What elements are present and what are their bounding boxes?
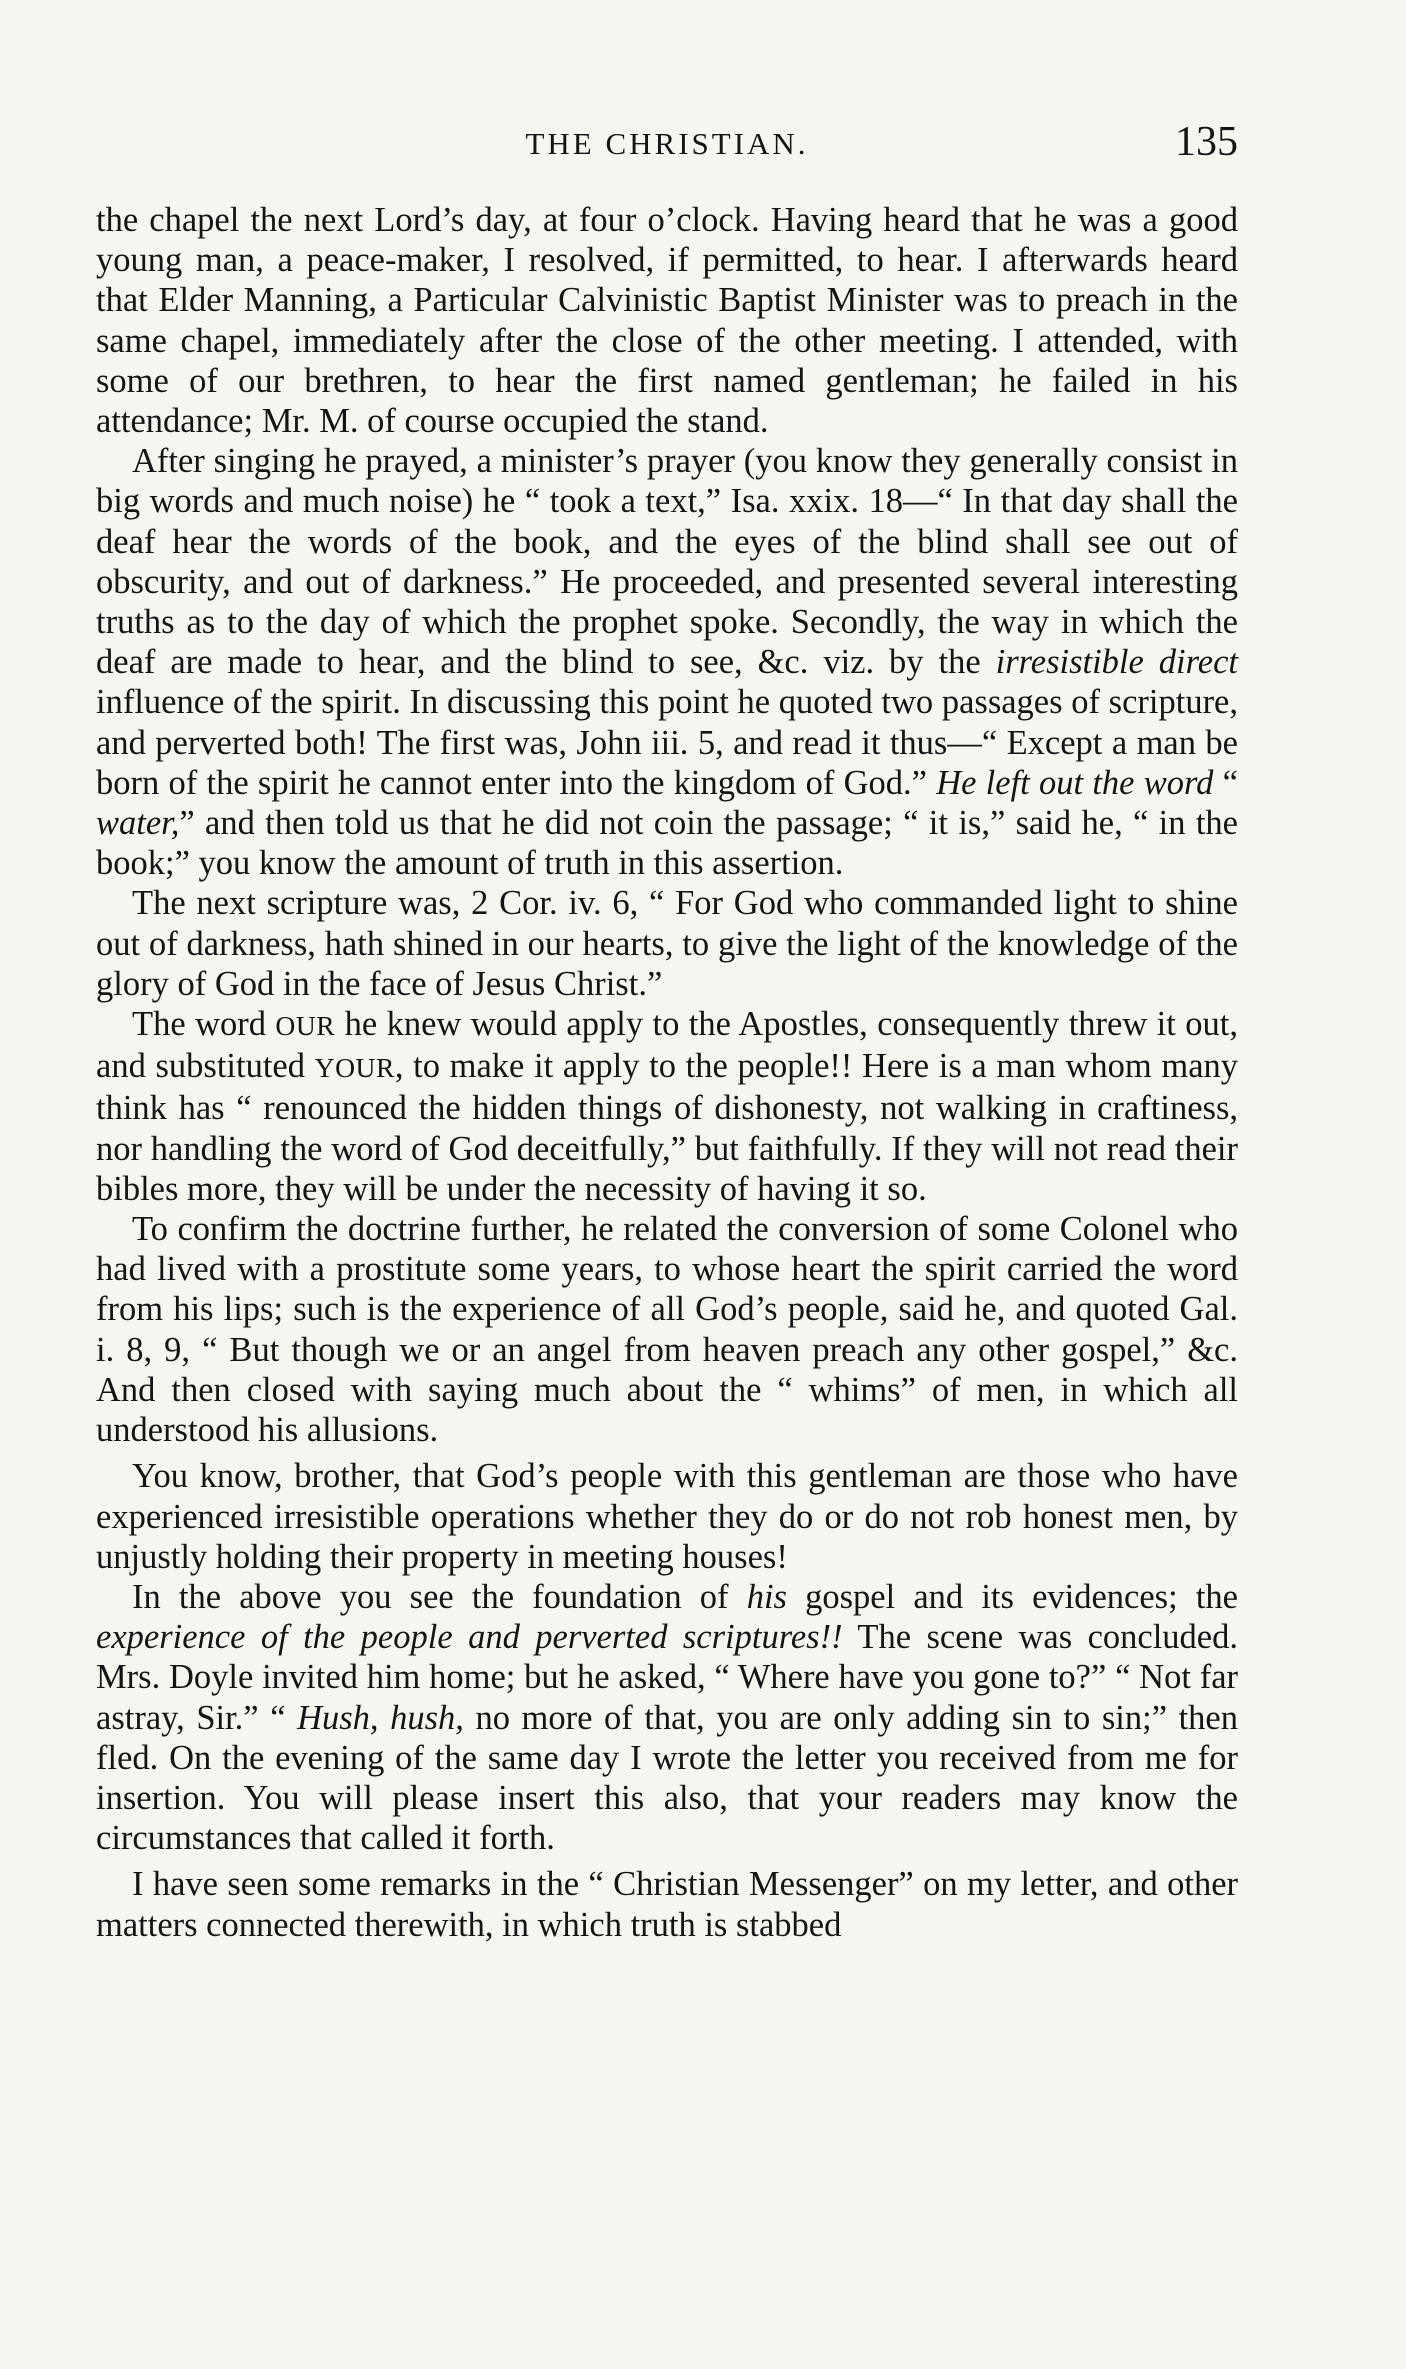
text-run: ” and then told us that he did not coin the passage; “ it is,” said he, “ in the book;” you know the amount of truth in this assertion. (96, 804, 1238, 883)
paragraph-2 (96, 441, 1238, 883)
paragraph-7 (96, 1577, 1238, 1858)
paragraph-3 (96, 883, 1238, 1004)
text-run: The scene was concluded. Mrs. Doyle invited him home; but he asked, “ Where have you gone to?” “ Not far astray, Sir.” “ (96, 1618, 1238, 1737)
running-title: THE CHRISTIAN. (525, 126, 809, 161)
text-run: he knew would apply to the Apostles, consequently threw it out, and substituted (96, 1005, 1238, 1086)
text-run: The word (132, 1005, 276, 1044)
text-run: gospel and its evidences; the (786, 1577, 1238, 1616)
paragraph-4 (96, 1004, 1238, 1209)
italic-run: Hush, hush, (297, 1698, 464, 1737)
paragraph-1 (96, 200, 1238, 441)
text-run: the chapel the next Lord’s day, at four o’clock. Having heard that he was a good young man, a peace-maker, I resolved, if permitted, to hear. I afterwards heard that Elder Manning, a Particular Calvinistic Baptist Minister was to preach in the same chapel, immediately after the close of the other meeting. I attended, with some of our brethren, to hear the first named gentleman; he failed in his attendance; Mr. M. of course occupied the stand. (96, 201, 1238, 441)
body-text (96, 200, 1238, 1945)
italic-run: irresistible direct (995, 643, 1238, 682)
italic-run: water, (96, 804, 180, 843)
text-run: After singing he prayed, a minister’s prayer (you know they generally consist in big words and much noise) he “ took a text,” Isa. xxix. 18—“ In that day shall the deaf hear the words of the book, and the eyes of the blind shall see out of obscurity, and out of darkness.” He proceeded, and presented several interesting truths as to the day of which the prophet spoke. Secondly, the way in which the deaf are made to hear, and the blind to see, &c. viz. by the (96, 442, 1238, 682)
text-run: influence of the spirit. In discussing this point he quoted two passages of scripture, and perverted both! The first was, John iii. 5, and read it thus—“ Except a man be born of the spirit he cannot enter into the kingdom of God.” (96, 683, 1238, 802)
book-page (96, 112, 1238, 1945)
text-run: I have seen some remarks in the “ Christian Messenger” on my letter, and other matters connected therewith, in which truth is stabbed (96, 1865, 1238, 1944)
paragraph-5 (96, 1209, 1238, 1450)
small-caps-run: OUR (275, 1010, 336, 1042)
text-run: To confirm the doctrine further, he related the conversion of some Colonel who had lived with a prostitute some years, to whose heart the spirit carried the word from his lips; such is the experience of all God’s people, said he, and quoted Gal. i. 8, 9, “ But though we or an angel from heaven preach any other gospel,” &c. And then closed with saying much about the “ whims” of men, in which all understood his allusions. (96, 1210, 1238, 1450)
page-number: 135 (1175, 119, 1238, 165)
running-head (96, 112, 1238, 172)
italic-run: experience of the people and perverted scriptures!! (96, 1618, 843, 1657)
text-run: You know, brother, that God’s people with this gentleman are those who have experienced irresistible operations whether they do or do not rob honest men, by unjustly holding their property in meeting houses! (96, 1457, 1238, 1576)
text-run: The next scripture was, 2 Cor. iv. 6, “ For God who commanded light to shine out of darkness, hath shined in our hearts, to give the light of the knowledge of the glory of God in the face of Jesus Christ.” (96, 884, 1238, 1003)
paragraph-8 (96, 1864, 1238, 1944)
italic-run: his (746, 1577, 787, 1616)
paragraph-6 (96, 1456, 1238, 1577)
text-run: “ (1213, 763, 1238, 802)
small-caps-run: YOUR (314, 1052, 395, 1084)
text-run: In the above you see the foundation of (132, 1577, 747, 1616)
text-run: no more of that, you are only adding sin to sin;” then fled. On the evening of the same day I wrote the letter you received from me for insertion. You will please insert this also, that your readers may know the circumstances that called it forth. (96, 1698, 1238, 1858)
italic-run: He left out the word (936, 763, 1214, 802)
text-run: , to make it apply to the people!! Here is a man whom many think has “ renounced the hidden things of dishonesty, not walking in craftiness, nor handling the word of God deceitfully,” but faithfully. If they will not read their bibles more, they will be under the necessity of having it so. (96, 1047, 1239, 1208)
